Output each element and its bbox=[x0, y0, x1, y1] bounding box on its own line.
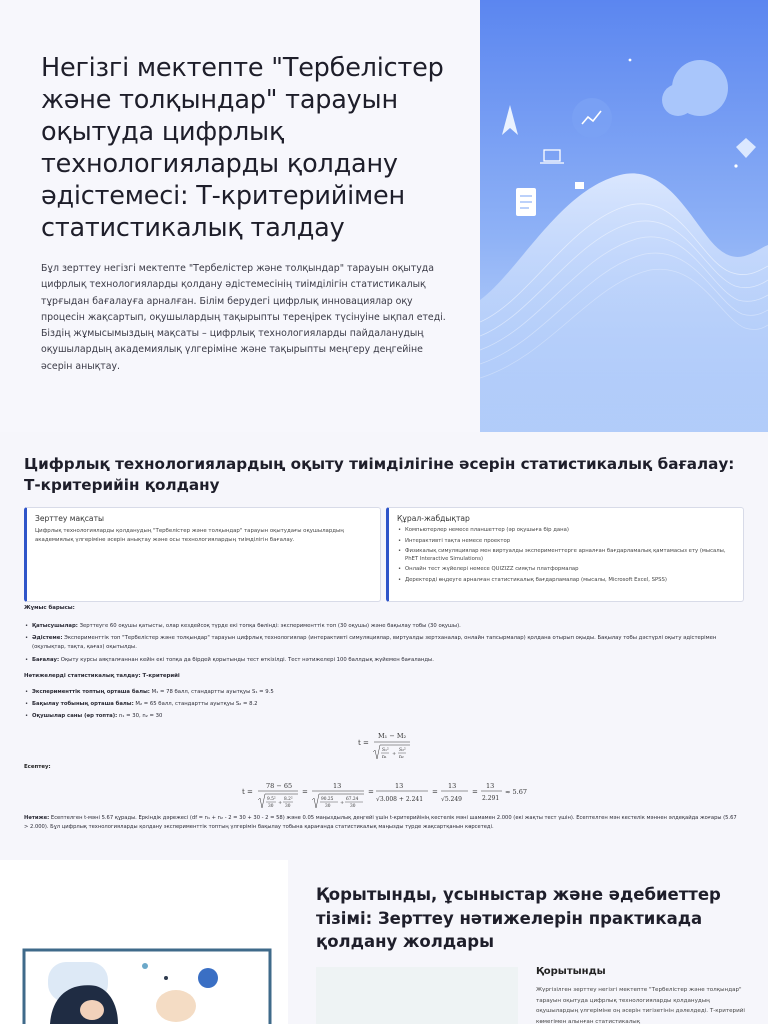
calc-f2-b-den: 30 bbox=[350, 804, 356, 809]
hero-illustration bbox=[480, 0, 768, 432]
calc-f1-b-den: 30 bbox=[285, 804, 291, 809]
section-title-conclusion: Қорытынды, ұсыныстар және әдебиеттер тізімі: Зерттеу нәтижелерін практикада қолдану жолдары bbox=[316, 885, 721, 951]
svg-text:=: = bbox=[368, 788, 374, 796]
t-test-calculation bbox=[242, 778, 542, 810]
list-item: • Интерактивті тақта немесе проектор bbox=[397, 538, 735, 546]
calc-lhs: t = bbox=[242, 788, 253, 796]
item-label: Қатысушылар: bbox=[32, 623, 78, 629]
formula-n1: n₁ bbox=[382, 755, 387, 760]
svg-text:+: + bbox=[278, 800, 283, 806]
svg-text:+: + bbox=[392, 751, 397, 757]
procedure-heading: Жұмыс барысы: bbox=[24, 605, 75, 611]
illustration-panel bbox=[0, 860, 288, 1024]
calc-f2-a-den: 30 bbox=[325, 804, 331, 809]
list-item bbox=[24, 688, 742, 697]
t-test-formula bbox=[352, 728, 432, 762]
calc-f5-den: 2.291 bbox=[482, 795, 500, 802]
item-label: Оқушылар саны (әр топта): bbox=[32, 713, 118, 720]
calc-f3-num: 13 bbox=[395, 782, 404, 790]
calc-f4-num: 13 bbox=[448, 782, 457, 790]
list-item bbox=[24, 622, 742, 631]
list-item: • Компьютерлер немесе планшеттер (әр оқушыға бір дана) bbox=[397, 527, 735, 535]
svg-text:=: = bbox=[472, 788, 478, 796]
image-placeholder bbox=[316, 967, 518, 1024]
tools-list bbox=[397, 527, 735, 584]
chart-bubble-icon bbox=[572, 98, 612, 138]
svg-text:=: = bbox=[302, 788, 308, 796]
svg-text:=: = bbox=[432, 788, 438, 796]
calc-f1-b-num: 8.2² bbox=[284, 797, 293, 802]
calculation-label: Есептеу: bbox=[24, 764, 51, 770]
list-item bbox=[24, 712, 742, 721]
calc-f2-a-num: 90.25 bbox=[321, 797, 334, 802]
item-text: Оқыту курсы аяқталғаннан кейін екі топқа да бірдей қорытынды тест өткізілді. Тест нәтижелері 100 баллдық жүйемен бағаланды. bbox=[59, 656, 434, 663]
results-list bbox=[24, 688, 742, 725]
item-text: M₁ = 78 балл, стандартты ауытқуы S₁ = 9.5 bbox=[149, 689, 274, 695]
calc-f5-num: 13 bbox=[486, 782, 495, 790]
goal-card-text: Цифрлық технологияларды қолданудың "Тербелістер және толқындар" тарауын оқытудағы оқушылардың академиялық үлгеріміне әсерін анықтау және осы технологиялардың тиімділігін бағалау. bbox=[35, 528, 344, 543]
chat-icon bbox=[575, 182, 584, 189]
calc-f1-a-num: 9.5² bbox=[267, 797, 276, 802]
hero-description: Бұл зерттеу негізгі мектепте "Тербелістер және толқындар" тарауын оқытуда цифрлық технологияларды қолдану әдістемесінің тиімділігін статистикалық тұрғыдан бағалауға арналған. Білім берудегі цифрлық инновациялар оқу процесін жақсартып, оқушылардың тақырыпты тереңірек түсінуіне ықпал етеді. Біздің жұмысымыздың мақсаты – цифрлық технологияларды пайдаланудың оқушылардың академиялық үлгеріміне және тақырыпты меңгеру деңгейіне әсерін анықтау. bbox=[41, 263, 446, 372]
goal-card-title: Зерттеу мақсаты bbox=[35, 514, 105, 523]
page-title: Негізгі мектепте "Тербелістер және толқындар" тарауын оқытуда цифрлық технологияларды қолдану әдістемесі: Т-критерийімен статистикалық талдау bbox=[41, 53, 444, 243]
item-label: Бақылау тобының орташа балы: bbox=[32, 701, 134, 708]
item-text: Эксперименттік топ "Тербелістер және толқындар" тарауын цифрлық технологиялар (интерактивті симуляциялар, виртуалды зертханалар, онлайн тапсырмалар) қолдана отырып оқыды. Бақылау тобы дәстүрлі оқыту әдістерімен (оқулықтар, тақта, қағаз) оқытылды. bbox=[32, 635, 717, 651]
item-label: Әдістеме: bbox=[32, 635, 63, 642]
item-text: n₁ = 30, n₂ = 30 bbox=[117, 713, 163, 720]
list-item: • Физикалық симуляциялар мен виртуалды эксперименттерге арналған бағдарламалық қамтамасыз ету (мысалы, PhET Interactive Simulations) bbox=[397, 548, 735, 563]
calc-result: ≈ 5.67 bbox=[505, 788, 527, 796]
formula-s2: S₂² bbox=[399, 748, 406, 753]
list-item bbox=[24, 700, 742, 709]
student-illustration bbox=[0, 860, 288, 1024]
section-title-statistics: Цифрлық технологиялардың оқыту тиімділігіне әсерін статистикалық бағалау: Т-критерийін қолдану bbox=[24, 455, 735, 494]
calc-f2-num: 13 bbox=[333, 782, 342, 790]
document-icon bbox=[516, 188, 536, 216]
calc-f1-a-den: 30 bbox=[268, 804, 274, 809]
tools-card bbox=[386, 507, 744, 602]
calc-f1-num: 78 − 65 bbox=[266, 782, 293, 790]
item-text: M₂ = 65 балл, стандартты ауытқуы S₂ = 8.2 bbox=[133, 701, 258, 708]
svg-text:+: + bbox=[340, 800, 345, 806]
conclusion-label: Нәтиже: bbox=[24, 815, 50, 821]
list-item: • Онлайн тест жүйелері немесе QUIZIZZ сияқты платформалар bbox=[397, 566, 735, 574]
formula-s1: S₁² bbox=[382, 748, 389, 753]
procedure-list bbox=[24, 622, 742, 668]
calc-f2-b-num: 67.24 bbox=[346, 797, 359, 802]
list-item bbox=[24, 656, 742, 665]
list-item bbox=[24, 634, 742, 652]
list-item: • Деректерді өңдеуге арналған статистикалық бағдарламалар (мысалы, Microsoft Excel, SPSS) bbox=[397, 577, 735, 585]
calc-f3-den: √3.008 + 2.241 bbox=[376, 796, 424, 803]
goal-card bbox=[24, 507, 381, 602]
conclusion-subheading: Қорытынды bbox=[536, 966, 606, 977]
item-label: Бағалау: bbox=[32, 656, 60, 663]
hero-section bbox=[0, 0, 768, 432]
item-text: Зерттеуге 60 оқушы қатысты, олар кездейсоқ түрде екі топқа бөлінді: эксперименттік топ (30 оқушы) және бақылау тобы (30 оқушы). bbox=[77, 623, 461, 629]
conclusion-body: Жүргізілген зерттеу негізгі мектепте "Тербелістер және толқындар" тарауын оқытуда цифрлық технологияларды қолданудың оқушылардың үлгеріміне оң әсерін тигізетінін дәлелдеді. Т-критерийі көмегімен алынған статистикалық bbox=[536, 987, 745, 1024]
formula-numerator: M₁ − M₂ bbox=[378, 732, 407, 740]
formula-lhs: t = bbox=[358, 739, 369, 747]
conclusion-paragraph bbox=[24, 814, 742, 832]
calc-f4-den: √5.249 bbox=[441, 796, 462, 803]
item-label: Эксперименттік топтың орташа балы: bbox=[32, 689, 150, 695]
formula-n2: n₂ bbox=[399, 755, 404, 760]
results-heading: Нәтижелерді статистикалық талдау: Т-критерийі bbox=[24, 673, 180, 679]
tools-card-title: Құрал-жабдықтар bbox=[397, 514, 470, 523]
conclusion-text: Есептелген t-мәні 5.67 құрады. Еркіндік дәрежесі (df = n₁ + n₂ - 2 = 30 + 30 - 2 = 58) және 0.05 маңыздылық деңгейі үшін t-критерийінің кестелік мәні шамамен 2.000 (екі жақты тест үшін). Есептелген мән кестелік мәннен әлдеқайда жоғары (5.67 > 2.000). Бұл цифрлық технологияларды қолдану эксперименттік топтың үлгерімін бақылау тобына қарағанда статистикалық маңызды түрде жақсартқанын көрсетеді. bbox=[24, 815, 737, 830]
